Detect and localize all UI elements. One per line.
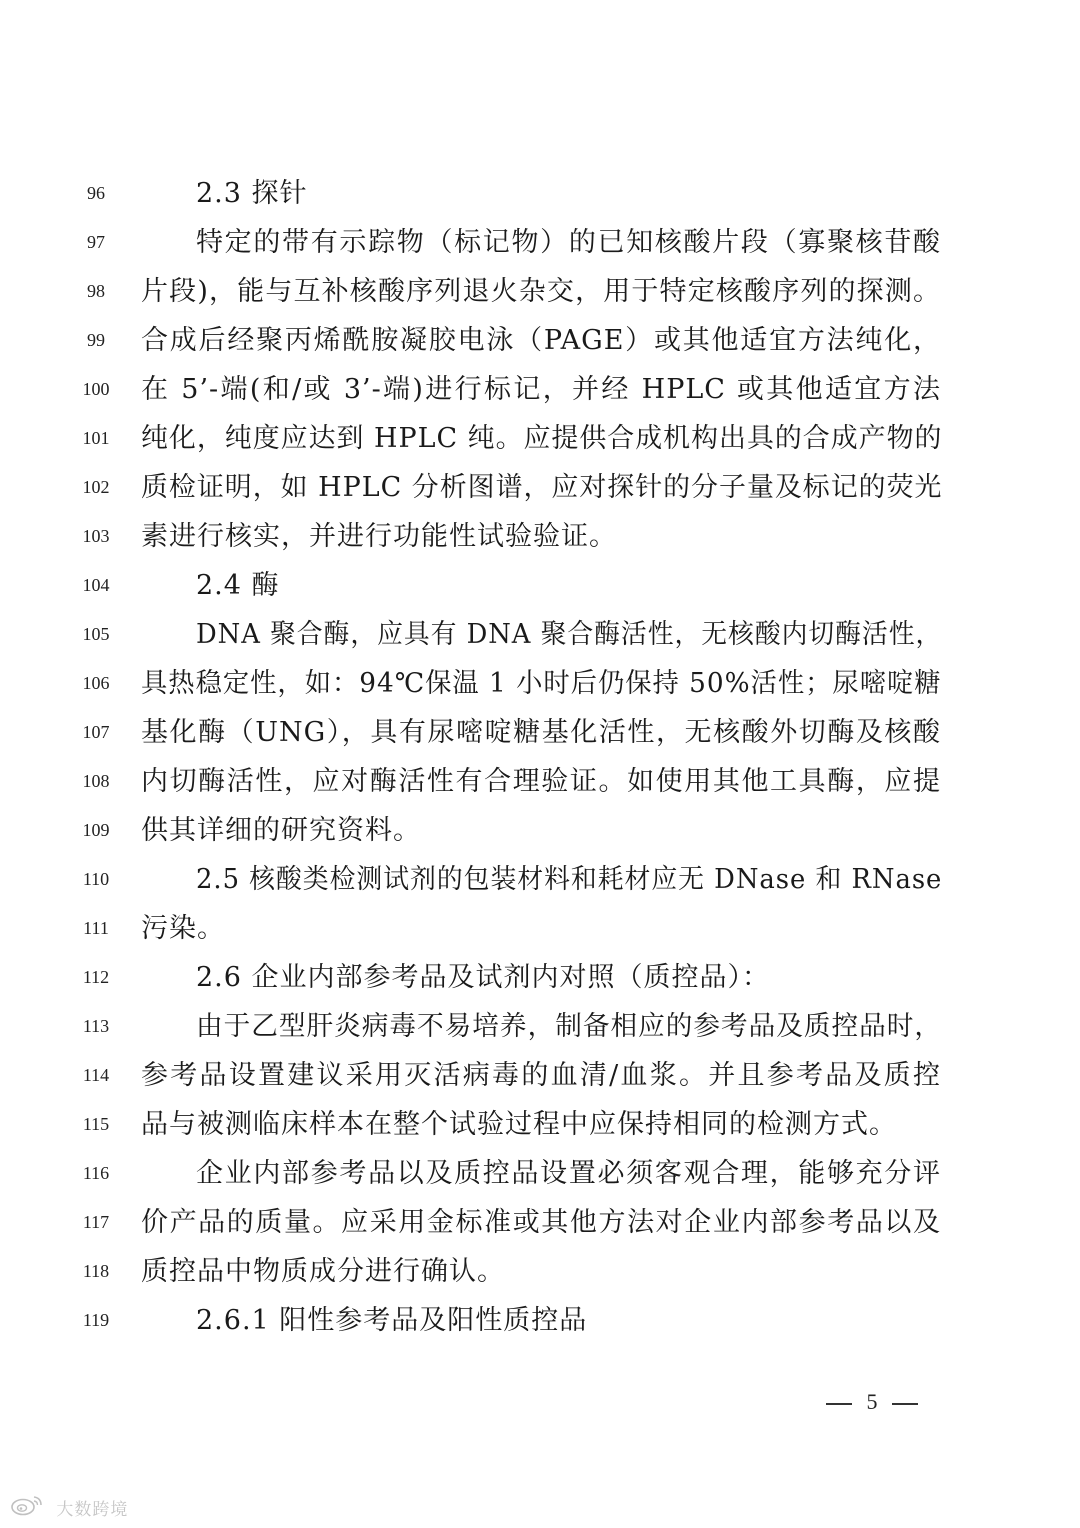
text-line <box>0 267 1080 316</box>
text-line <box>0 414 1080 463</box>
line-number: 118 <box>82 1261 110 1281</box>
line-number: 111 <box>83 918 109 938</box>
line-number: 104 <box>82 575 110 595</box>
line-number: 103 <box>82 526 110 546</box>
paragraph-line: 由于乙型肝炎病毒不易培养，制备相应的参考品及质控品时， <box>196 1011 943 1042</box>
line-number: 114 <box>82 1065 110 1085</box>
line-number: 119 <box>82 1310 110 1330</box>
footer-dash-left <box>826 1403 852 1405</box>
text-line <box>0 904 1080 953</box>
watermark <box>10 1494 128 1520</box>
text-line <box>0 365 1080 414</box>
paragraph-line: 特定的带有示踪物（标记物）的已知核酸片段（寡聚核苷酸 <box>196 227 941 258</box>
text-line <box>0 1002 1080 1051</box>
text-line <box>0 169 1080 218</box>
paragraph-line: 参考品设置建议采用灭活病毒的血清/血浆。并且参考品及质控 <box>141 1060 941 1091</box>
line-number: 102 <box>82 477 110 497</box>
section-heading: 2.5 核酸类检测试剂的包装材料和耗材应无 DNase 和 RNase <box>196 864 943 895</box>
text-line <box>0 806 1080 855</box>
line-number: 100 <box>82 379 110 399</box>
line-number: 99 <box>87 330 105 350</box>
line-number: 107 <box>82 722 110 742</box>
paragraph-line: 供其详细的研究资料。 <box>141 815 421 846</box>
paragraph-line: DNA 聚合酶，应具有 DNA 聚合酶活性，无核酸内切酶活性， <box>196 619 943 650</box>
line-number: 98 <box>87 281 105 301</box>
text-line <box>0 610 1080 659</box>
paragraph-line: 片段)，能与互补核酸序列退火杂交，用于特定核酸序列的探测。 <box>141 276 941 307</box>
line-number: 97 <box>87 232 105 252</box>
paragraph-line: 质控品中物质成分进行确认。 <box>141 1256 505 1287</box>
paragraph-line: 价产品的质量。应采用金标准或其他方法对企业内部参考品以及 <box>141 1207 941 1238</box>
paragraph-line: 企业内部参考品以及质控品设置必须客观合理，能够充分评 <box>196 1158 941 1189</box>
text-line <box>0 1100 1080 1149</box>
text-line <box>0 1296 1080 1345</box>
line-number: 115 <box>82 1114 110 1134</box>
paragraph-line: 质检证明，如 HPLC 分析图谱，应对探针的分子量及标记的荧光 <box>141 472 943 503</box>
text-line <box>0 659 1080 708</box>
line-number: 108 <box>82 771 110 791</box>
text-line <box>0 316 1080 365</box>
paragraph-line: 品与被测临床样本在整个试验过程中应保持相同的检测方式。 <box>141 1109 897 1140</box>
text-line <box>0 218 1080 267</box>
section-heading: 2.6.1 阳性参考品及阳性质控品 <box>196 1305 588 1336</box>
watermark-text: 大数跨境 <box>56 1500 129 1520</box>
paragraph-line: 内切酶活性，应对酶活性有合理验证。如使用其他工具酶，应提 <box>141 766 941 797</box>
paragraph-line: 合成后经聚丙烯酰胺凝胶电泳（PAGE）或其他适宜方法纯化， <box>141 325 941 356</box>
line-number: 110 <box>82 869 110 889</box>
text-line <box>0 512 1080 561</box>
section-heading: 2.3 探针 <box>196 178 308 209</box>
line-number: 106 <box>82 673 110 693</box>
paragraph-line: 素进行核实，并进行功能性试验验证。 <box>141 521 617 552</box>
line-number: 105 <box>82 624 110 644</box>
section-heading: 2.4 酶 <box>196 570 280 601</box>
text-line <box>0 1051 1080 1100</box>
paragraph-line: 具热稳定性，如：94℃保温 1 小时后仍保持 50%活性；尿嘧啶糖 <box>141 668 942 699</box>
line-number: 109 <box>82 820 110 840</box>
text-line <box>0 1247 1080 1296</box>
paragraph-line: 纯化，纯度应达到 HPLC 纯。应提供合成机构出具的合成产物的 <box>141 423 943 454</box>
line-number: 112 <box>82 967 110 987</box>
text-line <box>0 561 1080 610</box>
line-number: 117 <box>82 1212 110 1232</box>
text-line <box>0 953 1080 1002</box>
line-number: 116 <box>82 1163 110 1183</box>
paragraph-line: 污染。 <box>141 913 225 944</box>
paragraph-line: 在 5’-端(和/或 3’-端)进行标记，并经 HPLC 或其他适宜方法 <box>141 374 941 405</box>
weibo-logo-icon <box>10 1494 46 1521</box>
footer-dash-right <box>892 1403 918 1405</box>
text-line <box>0 1198 1080 1247</box>
section-heading: 2.6 企业内部参考品及试剂内对照（质控品）： <box>196 962 771 993</box>
line-number: 96 <box>87 183 105 203</box>
line-number: 101 <box>82 428 110 448</box>
paragraph-line: 基化酶（UNG），具有尿嘧啶糖基化活性，无核酸外切酶及核酸 <box>141 717 941 748</box>
page-footer <box>826 1388 918 1418</box>
page-number: 5 <box>866 1389 878 1414</box>
text-line <box>0 855 1080 904</box>
text-line <box>0 757 1080 806</box>
text-line <box>0 1149 1080 1198</box>
line-number: 113 <box>82 1016 110 1036</box>
text-line <box>0 463 1080 512</box>
text-line <box>0 708 1080 757</box>
